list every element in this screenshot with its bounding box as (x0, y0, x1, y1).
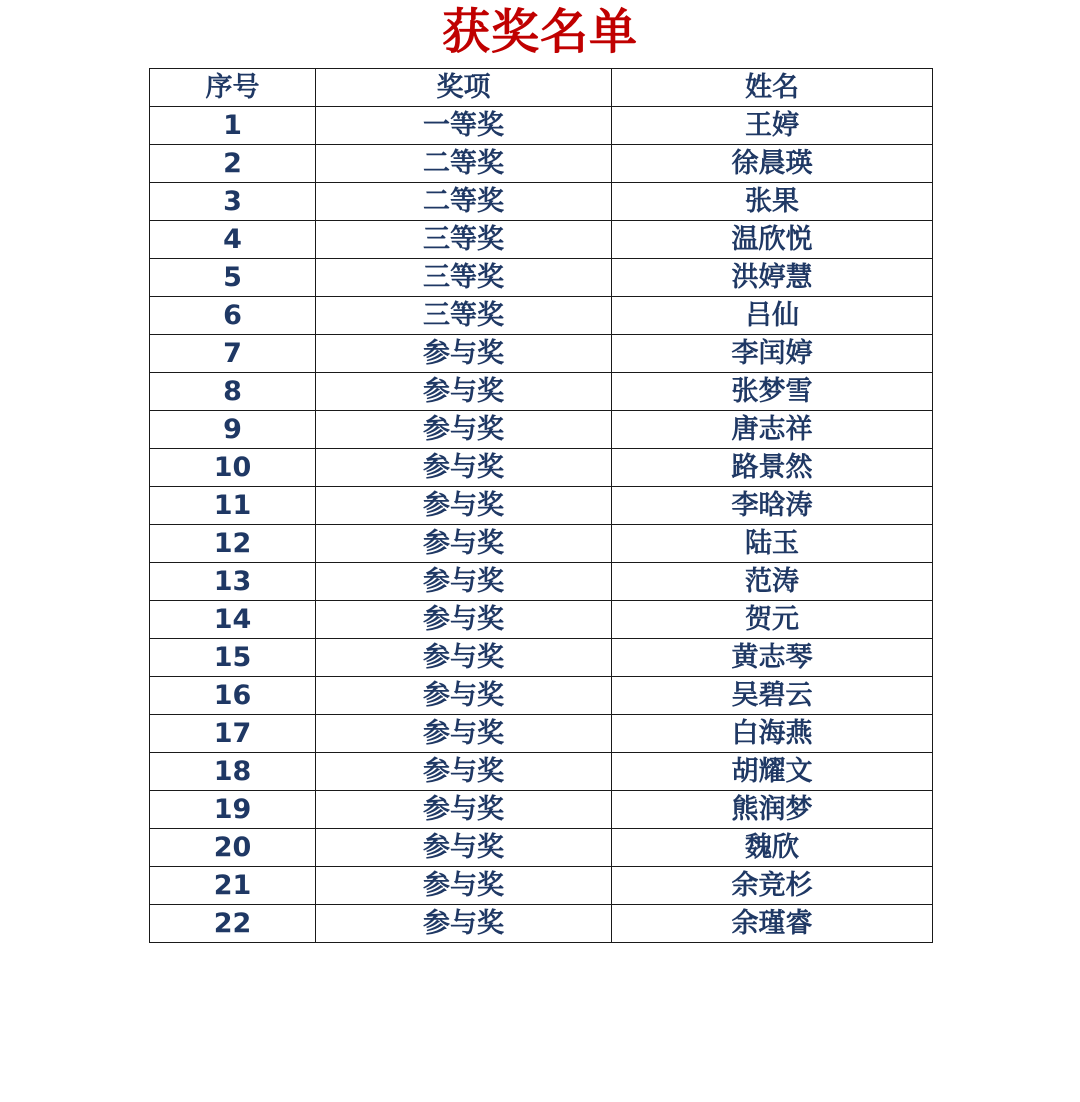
table-row (150, 563, 933, 601)
cell-no: 22 (150, 905, 316, 943)
cell-award: 参与奖 (316, 639, 612, 677)
table-row (150, 411, 933, 449)
cell-name: 徐晨瑛 (612, 145, 933, 183)
header-award: 奖项 (316, 69, 612, 107)
table-row (150, 677, 933, 715)
cell-award: 参与奖 (316, 753, 612, 791)
cell-name: 张梦雪 (612, 373, 933, 411)
cell-no: 3 (150, 183, 316, 221)
table-row (150, 601, 933, 639)
cell-no: 12 (150, 525, 316, 563)
table-row (150, 715, 933, 753)
table-row (150, 449, 933, 487)
cell-no: 15 (150, 639, 316, 677)
table-row (150, 829, 933, 867)
cell-name: 贺元 (612, 601, 933, 639)
cell-award: 参与奖 (316, 335, 612, 373)
table-row (150, 753, 933, 791)
cell-name: 王婷 (612, 107, 933, 145)
cell-no: 9 (150, 411, 316, 449)
cell-award: 参与奖 (316, 563, 612, 601)
cell-name: 黄志琴 (612, 639, 933, 677)
cell-award: 参与奖 (316, 791, 612, 829)
cell-no: 19 (150, 791, 316, 829)
header-name: 姓名 (612, 69, 933, 107)
cell-name: 唐志祥 (612, 411, 933, 449)
cell-no: 14 (150, 601, 316, 639)
cell-award: 二等奖 (316, 145, 612, 183)
cell-name: 白海燕 (612, 715, 933, 753)
cell-no: 2 (150, 145, 316, 183)
cell-no: 8 (150, 373, 316, 411)
cell-no: 10 (150, 449, 316, 487)
cell-award: 参与奖 (316, 449, 612, 487)
cell-award: 参与奖 (316, 867, 612, 905)
cell-award: 参与奖 (316, 373, 612, 411)
table-row (150, 183, 933, 221)
cell-name: 张果 (612, 183, 933, 221)
cell-award: 三等奖 (316, 297, 612, 335)
table-row (150, 221, 933, 259)
cell-award: 参与奖 (316, 525, 612, 563)
cell-award: 参与奖 (316, 829, 612, 867)
cell-no: 18 (150, 753, 316, 791)
table-body (150, 107, 933, 943)
cell-no: 20 (150, 829, 316, 867)
cell-award: 一等奖 (316, 107, 612, 145)
cell-award: 参与奖 (316, 677, 612, 715)
cell-name: 魏欣 (612, 829, 933, 867)
table-row (150, 791, 933, 829)
cell-name: 吴碧云 (612, 677, 933, 715)
cell-no: 13 (150, 563, 316, 601)
cell-no: 16 (150, 677, 316, 715)
cell-no: 4 (150, 221, 316, 259)
table-row (150, 297, 933, 335)
cell-name: 吕仙 (612, 297, 933, 335)
cell-award: 参与奖 (316, 487, 612, 525)
table-row (150, 373, 933, 411)
table-row (150, 335, 933, 373)
table-row (150, 905, 933, 943)
cell-name: 熊润梦 (612, 791, 933, 829)
cell-no: 1 (150, 107, 316, 145)
cell-name: 李晗涛 (612, 487, 933, 525)
cell-award: 参与奖 (316, 715, 612, 753)
cell-award: 二等奖 (316, 183, 612, 221)
cell-name: 洪婷慧 (612, 259, 933, 297)
cell-name: 余竞杉 (612, 867, 933, 905)
table-row (150, 639, 933, 677)
cell-name: 范涛 (612, 563, 933, 601)
cell-name: 余瑾睿 (612, 905, 933, 943)
cell-no: 11 (150, 487, 316, 525)
table-row (150, 525, 933, 563)
cell-name: 陆玉 (612, 525, 933, 563)
table-row (150, 145, 933, 183)
cell-award: 参与奖 (316, 905, 612, 943)
cell-award: 参与奖 (316, 411, 612, 449)
cell-no: 21 (150, 867, 316, 905)
cell-no: 7 (150, 335, 316, 373)
cell-name: 路景然 (612, 449, 933, 487)
cell-name: 温欣悦 (612, 221, 933, 259)
cell-no: 5 (150, 259, 316, 297)
header-no: 序号 (150, 69, 316, 107)
award-table (149, 68, 933, 943)
table-header-row (150, 69, 933, 107)
table-row (150, 867, 933, 905)
table-row (150, 107, 933, 145)
table-row (150, 487, 933, 525)
cell-no: 17 (150, 715, 316, 753)
cell-award: 三等奖 (316, 221, 612, 259)
cell-name: 李闰婷 (612, 335, 933, 373)
cell-no: 6 (150, 297, 316, 335)
page-title: 获奖名单 (441, 4, 638, 60)
table-row (150, 259, 933, 297)
cell-award: 参与奖 (316, 601, 612, 639)
cell-name: 胡耀文 (612, 753, 933, 791)
cell-award: 三等奖 (316, 259, 612, 297)
